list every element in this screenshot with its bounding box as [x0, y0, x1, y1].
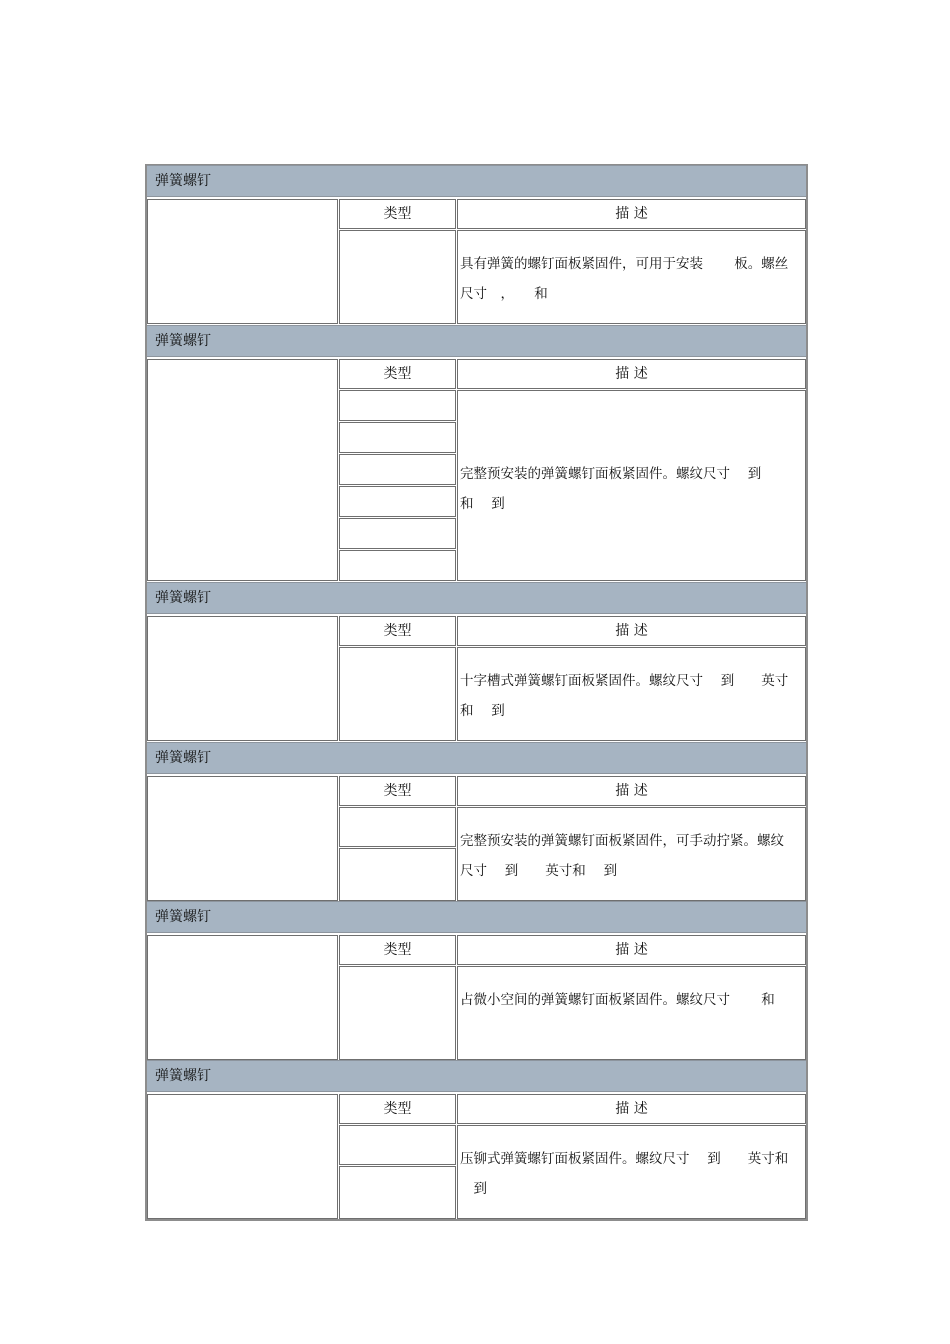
section-title: 弹簧螺钉: [147, 1060, 806, 1092]
type-cell: [339, 1125, 456, 1165]
section-5: [145, 901, 808, 1061]
type-header: 类型: [339, 199, 456, 229]
type-cell: [339, 1166, 456, 1219]
desc-header: 描 述: [457, 359, 806, 389]
section-4: [145, 742, 808, 902]
type-cell: [339, 848, 456, 901]
section-3: [145, 582, 808, 742]
fastener-table: [145, 164, 808, 1221]
section-title: 弹簧螺钉: [147, 325, 806, 357]
desc-line-2: 和 到: [460, 496, 505, 512]
type-cell: [339, 486, 456, 517]
image-cell: [147, 199, 338, 324]
type-cell: [339, 966, 456, 1060]
type-header: 类型: [339, 359, 456, 389]
desc-cell: [457, 230, 806, 324]
section-title: 弹簧螺钉: [147, 901, 806, 933]
desc-line-2: 尺寸 ， 和: [460, 286, 548, 302]
desc-cell: [457, 647, 806, 741]
desc-header: 描 述: [457, 616, 806, 646]
desc-line-1: 十字槽式弹簧螺钉面板紧固件。螺纹尺寸 到 英寸: [460, 673, 789, 689]
desc-line-2: 和 到: [460, 703, 505, 719]
type-cell: [339, 422, 456, 453]
section-title: 弹簧螺钉: [147, 165, 806, 197]
section-title: 弹簧螺钉: [147, 742, 806, 774]
desc-line-1: 完整预安装的弹簧螺钉面板紧固件。螺纹尺寸 到: [460, 466, 762, 482]
type-cell: [339, 550, 456, 581]
section-6: [145, 1060, 808, 1219]
section-2: [145, 325, 808, 583]
image-cell: [147, 359, 338, 581]
type-header: 类型: [339, 616, 456, 646]
image-cell: [147, 776, 338, 901]
section-1: [145, 165, 808, 325]
image-cell: [147, 616, 338, 741]
image-cell: [147, 935, 338, 1060]
type-cell: [339, 518, 456, 549]
type-cell: [339, 647, 456, 741]
type-header: 类型: [339, 1094, 456, 1124]
desc-line-1: 具有弹簧的螺钉面板紧固件，可用于安装 板。螺丝: [460, 256, 789, 272]
desc-line-2: 到: [460, 1181, 487, 1197]
type-header: 类型: [339, 776, 456, 806]
type-cell: [339, 454, 456, 485]
section-title: 弹簧螺钉: [147, 582, 806, 614]
type-cell: [339, 230, 456, 324]
type-header: 类型: [339, 935, 456, 965]
desc-header: 描 述: [457, 776, 806, 806]
desc-header: 描 述: [457, 1094, 806, 1124]
image-cell: [147, 1094, 338, 1219]
desc-line-1: 占微小空间的弹簧螺钉面板紧固件。螺纹尺寸 和: [460, 992, 775, 1008]
desc-header: 描 述: [457, 935, 806, 965]
desc-line-2: 尺寸 到 英寸和 到: [460, 863, 618, 879]
type-cell: [339, 807, 456, 847]
desc-header: 描 述: [457, 199, 806, 229]
type-cell: [339, 390, 456, 421]
desc-line-1: 完整预安装的弹簧螺钉面板紧固件，可手动拧紧。螺纹: [460, 833, 784, 849]
desc-cell: [457, 390, 806, 581]
desc-cell: [457, 966, 806, 1060]
desc-line-1: 压铆式弹簧螺钉面板紧固件。螺纹尺寸 到 英寸和: [460, 1151, 789, 1167]
desc-cell: [457, 1125, 806, 1219]
desc-cell: [457, 807, 806, 901]
